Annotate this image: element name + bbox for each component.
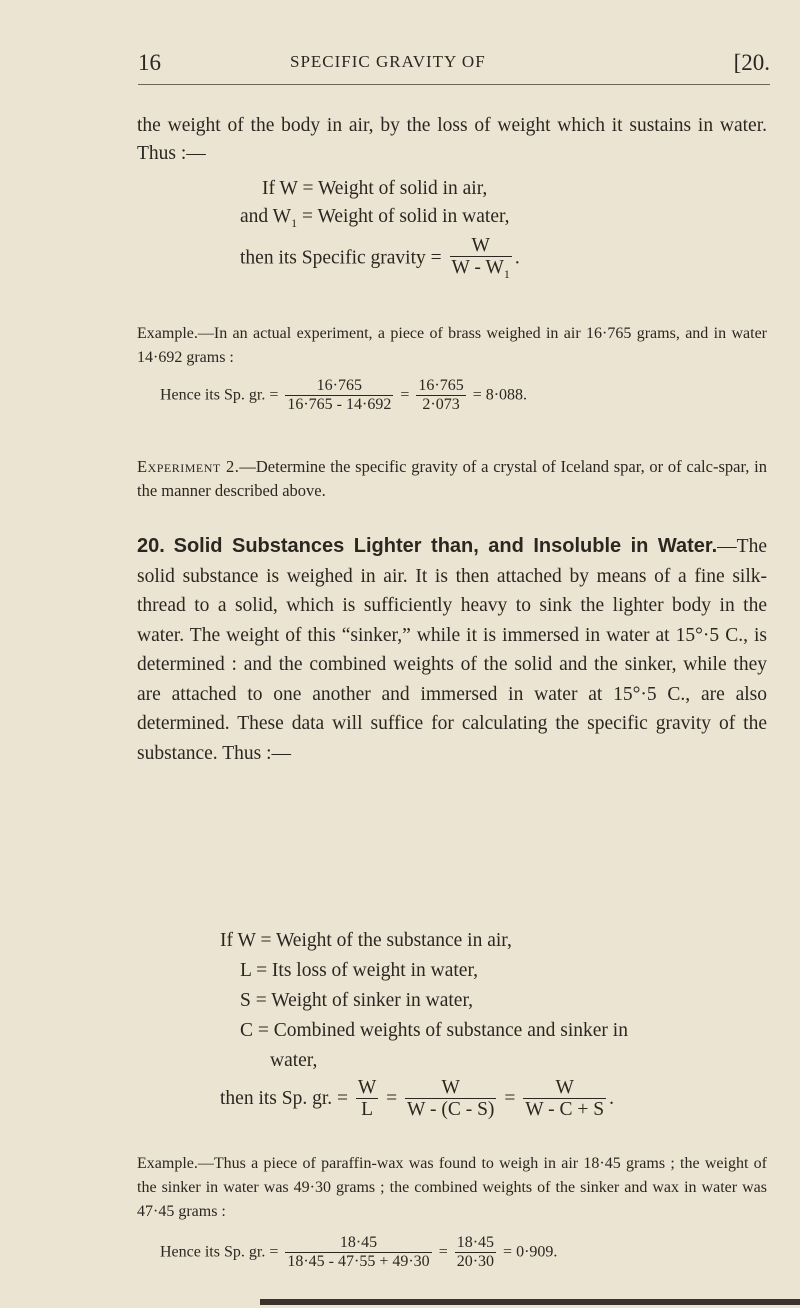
section20-number: 20. bbox=[137, 535, 165, 557]
running-title: SPECIFIC GRAVITY OF bbox=[290, 52, 486, 71]
def2-formula: then its Sp. gr. = $\frac{W}{L}$ = $\frac{W}{W - (C - S)}$ = $\frac{W}{W - C + S}$ . bbox=[220, 1077, 614, 1121]
def2-line5: water, bbox=[270, 1050, 318, 1071]
example1-formula: Hence its Sp. gr. = $\frac{16\cdot 765}{16\cdot 765 - 14\cdot 692}$ = $\frac{16\cdot 765}{2\cdot 073}$ = 8·088. bbox=[160, 377, 528, 413]
experiment2-paragraph: Experiment 2.—Determine the specific gravity of a crystal of Iceland spar, or of calc-spar, in the manner described above. bbox=[137, 457, 767, 500]
example2-formula: Hence its Sp. gr. = $\frac{18\cdot 45}{18\cdot 45 - 47\cdot 55 + 49\cdot 30}$ = $\frac{18\cdot 45}{20\cdot 30}$ = 0·909. bbox=[160, 1234, 558, 1270]
intro-paragraph: the weight of the body in air, by the loss of weight which it sustains in water. Thus :— bbox=[137, 115, 767, 164]
def2-line2: L = Its loss of weight in water, bbox=[240, 960, 479, 981]
example2-text: Example.—Thus a piece of paraffin-wax was found to weigh in air 18·45 grams ; the weight of the sinker in water was 49·30 grams ; the combined weights of the sinker and wax in water was 47·45 grams : bbox=[137, 1155, 767, 1220]
header-rule bbox=[138, 84, 770, 85]
section-marker: [20. bbox=[733, 50, 770, 75]
experiment2-label: Experiment 2. bbox=[137, 457, 240, 476]
def2-line4: C = Combined weights of substance and sinker in bbox=[240, 1020, 628, 1041]
page-edge-bar bbox=[260, 1299, 800, 1305]
section20-body: —The solid substance is weighed in air. It is then attached by means of a fine silk-thread to a solid, which is sufficiently heavy to sink the lighter body in the water. The weight of this “sinker,” while it is immersed in water at 15°·5 C., is determined : and the combined weights of the solid and the sinker, while they are attached to one another and immersed in water at 15°·5 C., are also determined. These data will suffice for calculating the specific gravity of the substance. Thus :— bbox=[137, 536, 767, 764]
def1-line1: If W = Weight of solid in air, bbox=[262, 178, 488, 199]
page-header bbox=[138, 50, 770, 80]
def1-formula: then its Specific gravity = $\frac{W}{W - W_1}$ . bbox=[240, 235, 520, 282]
def2-line1: If W = Weight of the substance in air, bbox=[220, 930, 512, 951]
def1-line2: and $W_1$ = Weight of solid in water, bbox=[240, 206, 510, 230]
page-number: 16 bbox=[138, 50, 161, 75]
example1-text: Example.—In an actual experiment, a piece of brass weighed in air 16·765 grams, and in water 14·692 grams : bbox=[137, 325, 767, 366]
section20-heading: Solid Substances Lighter than, and Insoluble in Water. bbox=[173, 535, 718, 557]
section20-paragraph bbox=[137, 532, 767, 768]
specific-gravity-fraction: $\frac{W}{W - W_1}$ bbox=[451, 235, 510, 282]
def2-line3: S = Weight of sinker in water, bbox=[240, 990, 474, 1011]
